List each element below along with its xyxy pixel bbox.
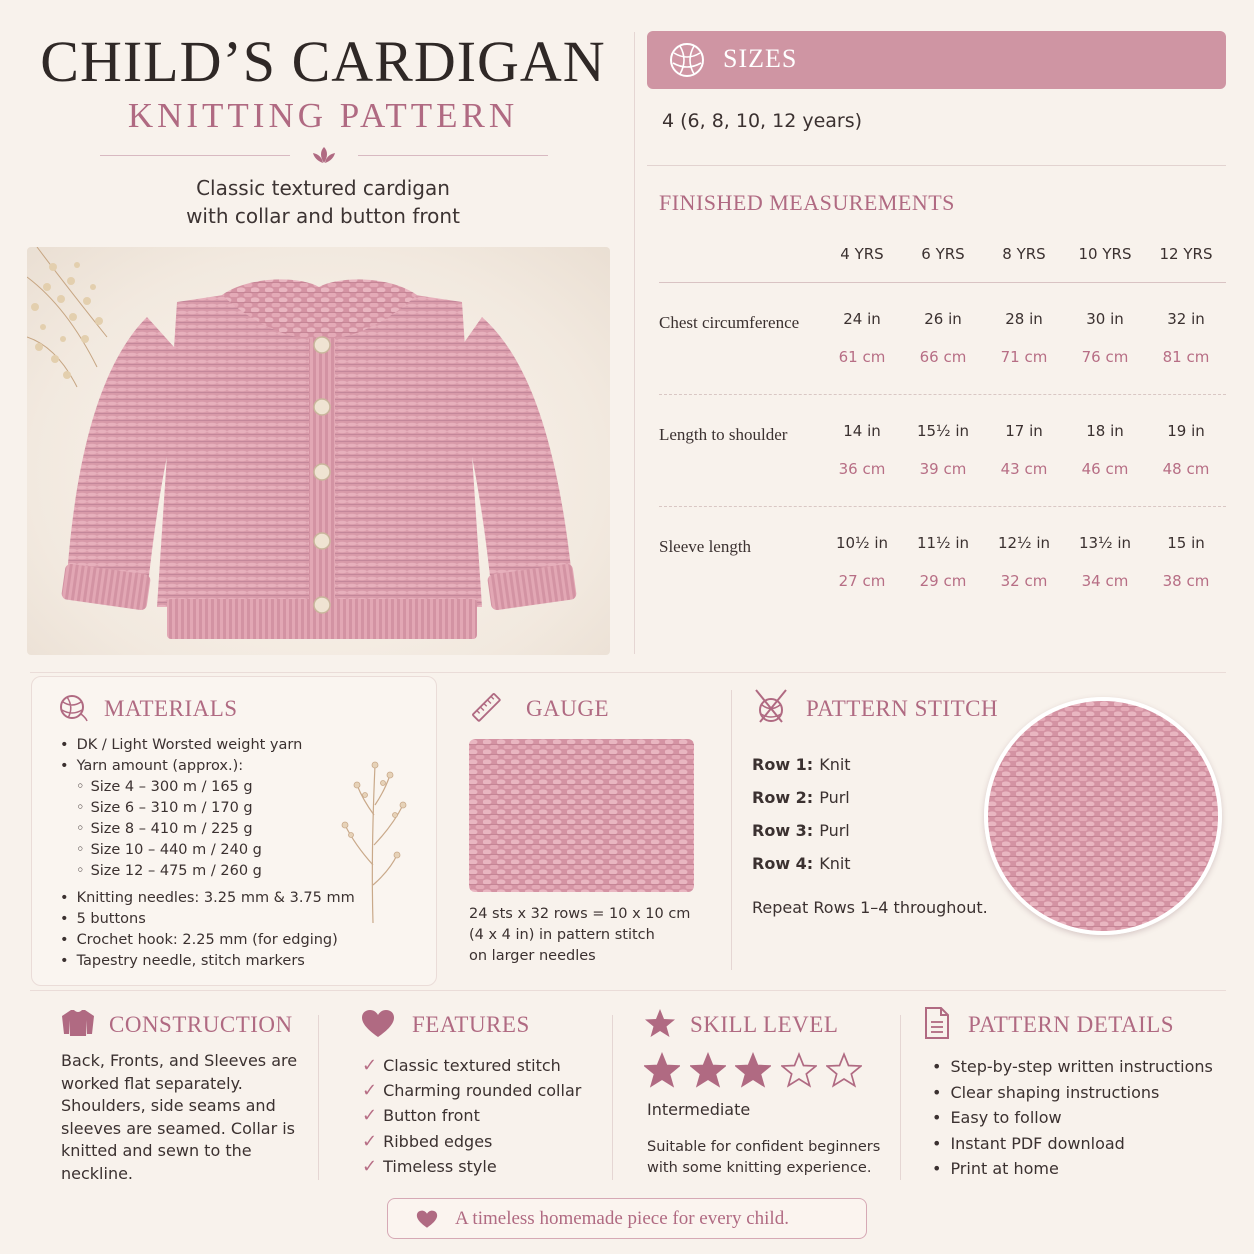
list-item: • Easy to follow: [932, 1105, 1213, 1131]
list-item: • Crochet hook: 2.25 mm (for edging): [60, 930, 355, 951]
table-cell: 12½ in: [997, 534, 1051, 552]
star-filled-icon: [735, 1052, 771, 1088]
feature-label: Button front: [383, 1106, 480, 1125]
section-divider: [647, 165, 1226, 166]
stitch-row: [752, 854, 851, 873]
column-divider: [900, 1015, 901, 1180]
ruler-icon: [468, 690, 502, 724]
stitch-row-label: Row 1:: [752, 755, 814, 774]
measurements-title: FINISHED MEASUREMENTS: [659, 190, 955, 215]
table-cell: 36 cm: [838, 460, 886, 478]
table-cell: 24 in: [843, 310, 881, 328]
feature-label: Ribbed edges: [383, 1132, 493, 1151]
materials-title: MATERIALS: [104, 696, 238, 721]
row-label: Sleeve length: [659, 537, 752, 556]
heart-icon: [416, 1210, 438, 1229]
list-item: • Clear shaping instructions: [932, 1080, 1213, 1106]
leaf-ornament-icon: [310, 145, 338, 165]
gauge-line-1: 24 sts x 32 rows = 10 x 10 cm: [469, 906, 691, 922]
table-cell: 61 cm: [838, 348, 886, 366]
stitch-row: [752, 821, 850, 840]
dried-flowers-decoration: [27, 247, 107, 387]
row-label: Length to shoulder: [659, 425, 788, 444]
stitch-row-label: Row 2:: [752, 788, 814, 807]
feature-item: [362, 1156, 497, 1177]
pattern-details-title: PATTERN DETAILS: [968, 1012, 1175, 1037]
feature-item: [362, 1105, 480, 1126]
table-cell: 71 cm: [1000, 348, 1048, 366]
list-item: • 5 buttons: [60, 909, 355, 930]
table-cell: 76 cm: [1081, 348, 1129, 366]
table-cell: 29 cm: [919, 572, 967, 590]
check-icon: ✓: [362, 1131, 378, 1152]
table-header-divider: [659, 282, 1226, 283]
feature-label: Timeless style: [383, 1157, 497, 1176]
list-item: • Step-by-step written instructions: [932, 1054, 1213, 1080]
column-header: 12 YRS: [1159, 245, 1213, 263]
skill-description-line-1: Suitable for confident beginners: [647, 1139, 881, 1155]
feature-label: Charming rounded collar: [383, 1081, 582, 1100]
table-cell: 18 in: [1086, 422, 1124, 440]
row-divider: [659, 506, 1226, 507]
flower-sprig-icon: [335, 755, 415, 925]
stitch-row-label: Row 4:: [752, 854, 814, 873]
list-item: • Tapestry needle, stitch markers: [60, 951, 355, 972]
table-cell: 46 cm: [1081, 460, 1129, 478]
check-icon: ✓: [362, 1055, 378, 1076]
table-cell: 43 cm: [1000, 460, 1048, 478]
table-cell: 19 in: [1167, 422, 1205, 440]
construction-description: Back, Fronts, and Sleeves are worked flat separately. Shoulders, side seams and sleeves are seamed. Collar is knitted and sewn to the neckline.: [61, 1051, 298, 1183]
stitch-row-value: Purl: [819, 821, 850, 840]
check-icon: ✓: [362, 1105, 378, 1126]
table-cell: 32 cm: [1000, 572, 1048, 590]
materials-list: [60, 735, 355, 972]
stitch-row-value: Purl: [819, 788, 850, 807]
skill-description: [647, 1137, 897, 1179]
skill-level-value: Intermediate: [647, 1100, 751, 1119]
list-item: • Print at home: [932, 1156, 1213, 1182]
skill-level-title: SKILL LEVEL: [690, 1012, 839, 1037]
needles-yarn-icon: [752, 688, 790, 724]
star-filled-icon: [644, 1052, 680, 1088]
skill-description-line-2: with some knitting experience.: [647, 1160, 872, 1176]
table-cell: 14 in: [843, 422, 881, 440]
list-item: ◦ Size 6 – 310 m / 170 g: [60, 798, 355, 819]
list-item: ◦ Size 8 – 410 m / 225 g: [60, 819, 355, 840]
stitch-closeup-image: [984, 697, 1222, 935]
stitch-row: [752, 788, 850, 807]
heart-icon: [361, 1009, 395, 1039]
column-header: 10 YRS: [1078, 245, 1132, 263]
yarn-ball-icon: [668, 41, 706, 79]
features-title: FEATURES: [412, 1012, 530, 1037]
stitch-repeat-note: Repeat Rows 1–4 throughout.: [752, 898, 988, 917]
list-item: • Knitting needles: 3.25 mm & 3.75 mm: [60, 888, 355, 909]
title-divider: [100, 145, 548, 165]
list-item: • Instant PDF download: [932, 1131, 1213, 1157]
list-item: • Yarn amount (approx.):: [60, 756, 355, 777]
table-cell: 10½ in: [835, 534, 889, 552]
column-divider: [731, 690, 732, 970]
star-empty-icon: [826, 1052, 862, 1088]
list-item: • DK / Light Worsted weight yarn: [60, 735, 355, 756]
table-cell: 27 cm: [838, 572, 886, 590]
cardigan-photo: [27, 247, 610, 655]
table-cell: 30 in: [1086, 310, 1124, 328]
list-item: ◦ Size 12 – 475 m / 260 g: [60, 861, 355, 882]
check-icon: ✓: [362, 1080, 378, 1101]
star-filled-icon: [690, 1052, 726, 1088]
pattern-stitch-title: PATTERN STITCH: [806, 696, 999, 721]
footer-text: A timeless homemade piece for every child.: [455, 1208, 789, 1229]
stitch-row: [752, 755, 851, 774]
table-cell: 17 in: [1005, 422, 1043, 440]
column-divider: [634, 32, 635, 654]
page-subtitle: KNITTING PATTERN: [127, 96, 519, 135]
row-label: Chest circumference: [659, 313, 800, 332]
star-empty-icon: [781, 1052, 817, 1088]
list-item: ◦ Size 4 – 300 m / 165 g: [60, 777, 355, 798]
feature-item: [362, 1131, 492, 1152]
table-cell: 28 in: [1005, 310, 1043, 328]
table-cell: 39 cm: [919, 460, 967, 478]
table-cell: 15 in: [1167, 534, 1205, 552]
table-cell: 34 cm: [1081, 572, 1129, 590]
table-cell: 13½ in: [1078, 534, 1132, 552]
stitch-row-value: Knit: [819, 755, 851, 774]
table-cell: 81 cm: [1162, 348, 1210, 366]
tagline: [30, 174, 616, 230]
table-cell: 15½ in: [916, 422, 970, 440]
gauge-description: [469, 904, 709, 967]
feature-item: [362, 1080, 581, 1101]
section-divider: [30, 990, 1226, 991]
table-cell: 32 in: [1167, 310, 1205, 328]
column-divider: [612, 1015, 613, 1180]
gauge-title: GAUGE: [526, 696, 609, 721]
column-header: 4 YRS: [840, 245, 884, 263]
page-title: CHILD’S CARDIGAN: [40, 29, 606, 94]
pattern-details-list: [932, 1054, 1213, 1182]
row-divider: [659, 394, 1226, 395]
document-icon: [923, 1006, 951, 1040]
gauge-line-2: (4 x 4 in) in pattern stitch: [469, 927, 655, 943]
table-cell: 48 cm: [1162, 460, 1210, 478]
check-icon: ✓: [362, 1156, 378, 1177]
section-divider: [30, 672, 1226, 673]
table-cell: 26 in: [924, 310, 962, 328]
yarn-ball-icon: [58, 692, 88, 722]
table-cell: 66 cm: [919, 348, 967, 366]
stitch-row-label: Row 3:: [752, 821, 814, 840]
gauge-line-3: on larger needles: [469, 948, 596, 964]
stitch-row-value: Knit: [819, 854, 851, 873]
table-cell: 38 cm: [1162, 572, 1210, 590]
sizes-value: 4 (6, 8, 10, 12 years): [662, 110, 863, 132]
construction-title: CONSTRUCTION: [109, 1012, 293, 1037]
table-cell: 11½ in: [916, 534, 970, 552]
feature-label: Classic textured stitch: [383, 1056, 561, 1075]
cardigan-illustration: [27, 247, 610, 655]
tagline-line-2: with collar and button front: [186, 204, 460, 228]
list-item: ◦ Size 10 – 440 m / 240 g: [60, 840, 355, 861]
gauge-swatch-image: [469, 739, 694, 892]
tagline-line-1: Classic textured cardigan: [196, 176, 450, 200]
column-header: 8 YRS: [1002, 245, 1046, 263]
column-header: 6 YRS: [921, 245, 965, 263]
feature-item: [362, 1055, 561, 1076]
star-icon: [644, 1008, 676, 1038]
sizes-title: SIZES: [723, 44, 798, 73]
column-divider: [318, 1015, 319, 1180]
sweater-icon: [60, 1008, 96, 1038]
